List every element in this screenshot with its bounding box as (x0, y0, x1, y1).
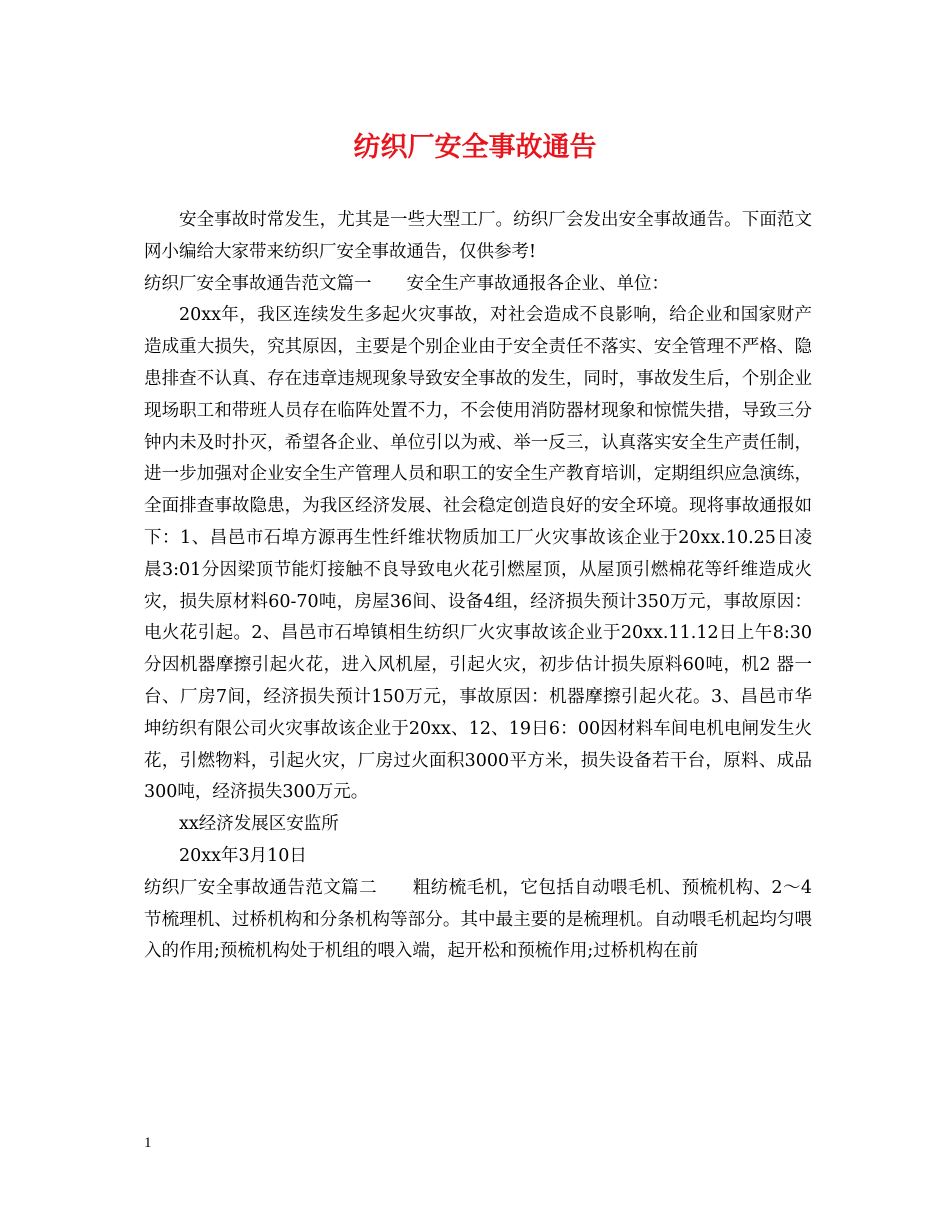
document-title: 纺织厂安全事故通告 (353, 132, 597, 163)
section-one-heading: 纺织厂安全事故通告范文篇一 安全生产事故通报各企业、单位： (144, 273, 669, 294)
document-body (144, 205, 812, 968)
section-one-paragraph: 20xx年，我区连续发生多起火灾事故，对社会造成不良影响，给企业和国家财产造成重大损失，究其原因，主要是个别企业由于安全责任不落实、安全管理不严格、隐患排查不认真、存在违章违规现象导致安全事故的发生，同时，事故发生后，个别企业现场职工和带班人员存在临阵处置不力，不会使用消防器材现象和惊慌失措，导致三分钟内未及时扑灭，希望各企业、单位引以为戒、举一反三，认真落实安全生产责任制，进一步加强对企业安全生产管理人员和职工的安全生产教育培训，定期组织应急演练，全面排查事故隐患，为我区经济发展、社会稳定创造良好的安全环境。现将事故通报如下：1、昌邑市石埠方源再生性纤维状物质加工厂火灾事故该企业于20xx.10.25日凌晨3:01分因梁顶节能灯接触不良导致电火花引燃屋顶，从屋顶引燃棉花等纤维造成火灾，损失原材料60-70吨，房屋36间、设备4组，经济损失预计350万元，事故原因：电火花引起。2、昌邑市石埠镇相生纺织厂火灾事故该企业于20xx.11.12日上午8:30分因机器摩擦引起火花，进入风机屋，引起火灾，初步估计损失原料60吨，机2 器一台、厂房7间，经济损失预计150万元，事故原因：机器摩擦引起火花。3、昌邑市华坤纺织有限公司火灾事故该企业于20xx、12、19日6：00因材料车间电机电闸发生火花，引燃物料，引起火灾，厂房过火面积3000平方米，损失设备若干台，原料、成品300吨，经济损失300万元。 (144, 305, 812, 803)
section-two-paragraph: 纺织厂安全事故通告范文篇二 粗纺梳毛机，它包括自动喂毛机、预梳机构、2～4节梳理机、过桥机构和分条机构等部分。其中最主要的是梳理机。自动喂毛机起均匀喂入的作用;预梳机构处于机组的喂入端，起开松和预梳作用;过桥机构在前 (144, 877, 812, 962)
signature-organization: xx经济发展区安监所 (179, 814, 339, 835)
page-number: 1 (144, 1135, 152, 1151)
signature-date: 20xx年3月10日 (179, 845, 307, 866)
intro-paragraph: 安全事故时常发生，尤其是一些大型工厂。纺织厂会发出安全事故通告。下面范文网小编给大家带来纺织厂安全事故通告，仅供参考! (144, 210, 812, 262)
